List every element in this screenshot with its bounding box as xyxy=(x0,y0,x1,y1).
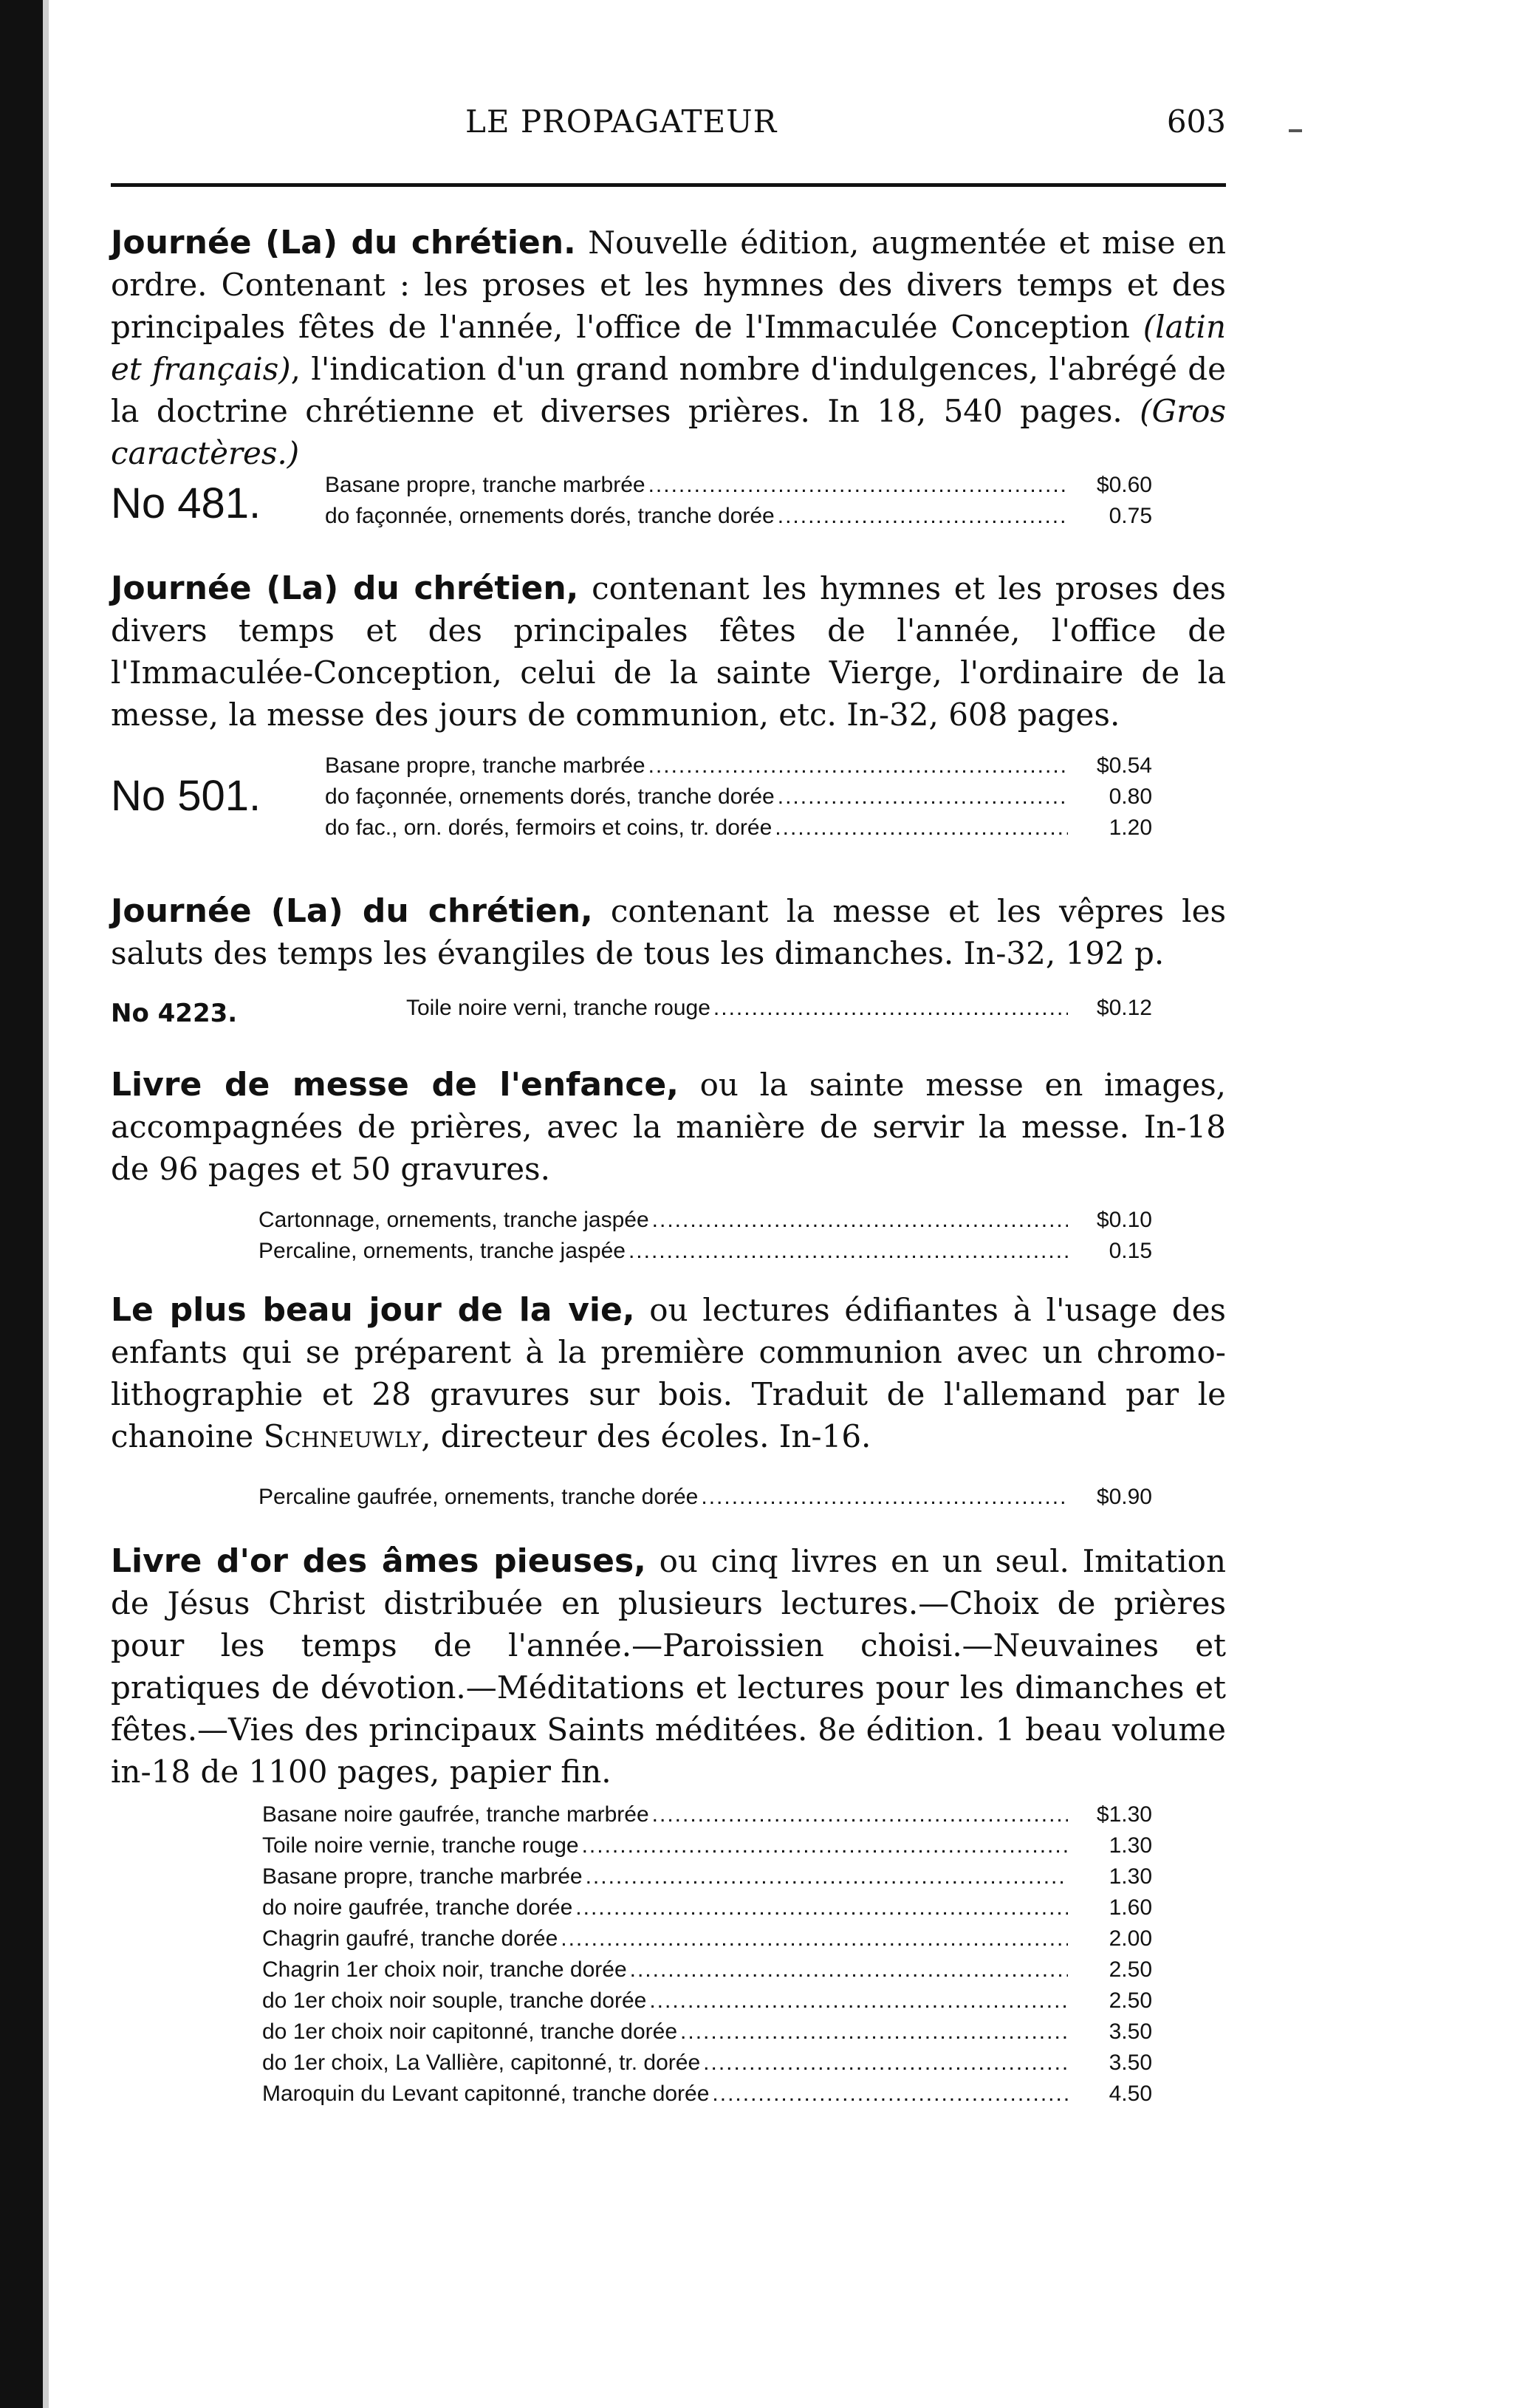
catalog-number: No 481. xyxy=(111,479,261,527)
price-row xyxy=(262,1926,1152,1957)
price-listing-481 xyxy=(111,473,1233,539)
page-header xyxy=(111,103,1226,148)
entry-journee-chretien-2 xyxy=(111,567,1226,736)
price-table xyxy=(262,1802,1152,2113)
entry-title: Journée (La) du chrétien, xyxy=(111,892,593,930)
price-row xyxy=(262,1988,1152,2019)
binding-description: Toile noire vernie, tranche rouge xyxy=(262,1833,579,1858)
price-row xyxy=(258,1208,1152,1239)
entry-text: ou cinq livres en un seul. Imitation de Jésus Christ distribuée en plusieurs lectures.—Choix de prières pour les temps de l'année.—Paroissien choisi.—Neuvaines et pratiques de dévotion.—Méditations et lectures pour les dimanches et fêtes.—Vies des principaux Saints méditées. 8e édition. 1 beau volume in-18 de 1100 pages, papier fin. xyxy=(111,1543,1227,1790)
price: $0.12 xyxy=(1096,996,1152,1020)
price: $1.30 xyxy=(1096,1802,1152,1827)
price: $0.90 xyxy=(1096,1485,1152,1509)
entry-text: ou la sainte messe en images, accompagnées de prières, avec la manière de servir la messe. In-18 de 96 pages et 50 gravures. xyxy=(111,1067,1227,1187)
binding-gutter xyxy=(43,0,49,2408)
entry-title: Livre de messe de l'enfance, xyxy=(111,1066,679,1104)
binding-description: do 1er choix noir souple, tranche dorée xyxy=(262,1988,647,2013)
entry-text: , directeur des écoles. In-16. xyxy=(421,1418,871,1454)
price-row xyxy=(262,2082,1152,2113)
binding-description: Basane propre, tranche marbrée xyxy=(325,473,645,497)
entry-text: , l'indication d'un grand nombre d'indulgences, l'abrégé de la doctrine chrétienne et diverses prières. In 18, 540 pages. xyxy=(111,351,1226,429)
author-name: Schneuwly xyxy=(263,1418,422,1454)
entry-text: contenant la messe et les vêpres les saluts des temps les évangiles de tous les dimanches. In-32, 192 p. xyxy=(111,893,1227,971)
price: 2.50 xyxy=(1109,1957,1152,1982)
price: $0.60 xyxy=(1096,473,1152,497)
entry-text: contenant les hymnes et les proses des divers temps et des principales fêtes de l'année, l'office de l'Immaculée-Conception, celui de la sainte Vierge, l'ordinaire de la messe, la messe des jours de communion, etc. In-32, 608 pages. xyxy=(111,570,1226,733)
price-row xyxy=(325,784,1152,815)
price: 2.00 xyxy=(1109,1926,1152,1951)
price-row xyxy=(325,753,1152,784)
price: $0.10 xyxy=(1096,1208,1152,1232)
catalog-number: No 501. xyxy=(111,772,261,820)
price: $0.54 xyxy=(1096,753,1152,778)
binding-description: do 1er choix noir capitonné, tranche dorée xyxy=(262,2019,678,2044)
price-row xyxy=(325,815,1152,846)
price-table xyxy=(406,996,1152,1027)
entry-text: Nouvelle édition, augmentée et mise en ordre. Contenant : les proses et les hymnes des divers temps et des principales fêtes de l'année, l'office de l'Immaculée Conception xyxy=(111,225,1226,345)
price-row xyxy=(262,1957,1152,1988)
binding-description: Chagrin 1er choix noir, tranche dorée xyxy=(262,1957,627,1982)
price: 1.20 xyxy=(1109,815,1152,840)
price-row xyxy=(262,1895,1152,1926)
entry-title: Le plus beau jour de la vie, xyxy=(111,1291,635,1329)
price-table xyxy=(258,1208,1152,1270)
binding-description: Basane propre, tranche marbrée xyxy=(325,753,645,778)
price: 1.60 xyxy=(1109,1895,1152,1920)
entry-italic-text: (latin et français) xyxy=(111,309,1226,387)
entry-title: Livre d'or des âmes pieuses, xyxy=(111,1542,646,1580)
price-table xyxy=(325,753,1152,846)
margin-mark xyxy=(1289,129,1302,132)
binding-description: Toile noire verni, tranche rouge xyxy=(406,996,710,1020)
running-title: LE PROPAGATEUR xyxy=(465,103,778,140)
price-row xyxy=(262,1864,1152,1895)
price-listing-livre-or xyxy=(111,1802,1233,2120)
price-row xyxy=(262,1833,1152,1864)
price-table xyxy=(325,473,1152,535)
entry-livre-or-ames-pieuses xyxy=(111,1540,1226,1793)
catalog-number: No 4223. xyxy=(111,999,238,1028)
price-row xyxy=(406,996,1152,1027)
binding-description: Cartonnage, ornements, tranche jaspée xyxy=(258,1208,649,1232)
price-listing-501 xyxy=(111,753,1233,849)
price-listing-enfance xyxy=(111,1208,1233,1274)
entry-journee-chretien-1 xyxy=(111,222,1226,474)
price-row xyxy=(258,1485,1152,1516)
price-table xyxy=(258,1485,1152,1516)
price: 3.50 xyxy=(1109,2019,1152,2044)
entry-title: Journée (La) du chrétien, xyxy=(111,569,579,607)
binding-description: do fac., orn. dorés, fermoirs et coins, tr. dorée xyxy=(325,815,773,840)
binding-description: Percaline, ornements, tranche jaspée xyxy=(258,1239,626,1263)
entry-plus-beau-jour xyxy=(111,1289,1226,1457)
binding-description: Percaline gaufrée, ornements, tranche dorée xyxy=(258,1485,699,1509)
price: 4.50 xyxy=(1109,2082,1152,2106)
price: 1.30 xyxy=(1109,1833,1152,1858)
price-row xyxy=(325,473,1152,504)
binding-edge xyxy=(0,0,43,2408)
price-listing-4223 xyxy=(111,996,1233,1028)
entry-text: ou lectures édifiantes à l'usage des enfants qui se préparent à la première communion avec un chromo-lithographie et 28 gravures sur bois. Traduit de l'allemand par le chanoine xyxy=(111,1292,1226,1454)
price: 0.75 xyxy=(1109,504,1152,528)
price-row xyxy=(262,1802,1152,1833)
header-rule xyxy=(111,183,1226,187)
price: 2.50 xyxy=(1109,1988,1152,2013)
binding-description: do façonnée, ornements dorés, tranche dorée xyxy=(325,784,775,809)
page-number: 603 xyxy=(1166,103,1226,140)
binding-description: Chagrin gaufré, tranche dorée xyxy=(262,1926,558,1951)
price-row xyxy=(258,1239,1152,1270)
price: 1.30 xyxy=(1109,1864,1152,1889)
price: 3.50 xyxy=(1109,2050,1152,2075)
price: 0.15 xyxy=(1109,1239,1152,1263)
binding-description: do 1er choix, La Vallière, capitonné, tr. dorée xyxy=(262,2050,701,2075)
price-row xyxy=(325,504,1152,535)
binding-description: Basane noire gaufrée, tranche marbrée xyxy=(262,1802,649,1827)
entry-journee-chretien-3 xyxy=(111,890,1226,974)
price-listing-plus-beau-jour xyxy=(111,1485,1233,1517)
price: 0.80 xyxy=(1109,784,1152,809)
entry-title: Journée (La) du chrétien. xyxy=(111,224,576,261)
entry-livre-messe-enfance xyxy=(111,1064,1226,1190)
binding-description: do noire gaufrée, tranche dorée xyxy=(262,1895,573,1920)
entry-italic-text: (Gros caractères.) xyxy=(111,393,1226,471)
price-row xyxy=(262,2050,1152,2082)
binding-description: Maroquin du Levant capitonné, tranche dorée xyxy=(262,2082,710,2106)
binding-description: Basane propre, tranche marbrée xyxy=(262,1864,583,1889)
binding-description: do façonnée, ornements dorés, tranche dorée xyxy=(325,504,775,528)
price-row xyxy=(262,2019,1152,2050)
